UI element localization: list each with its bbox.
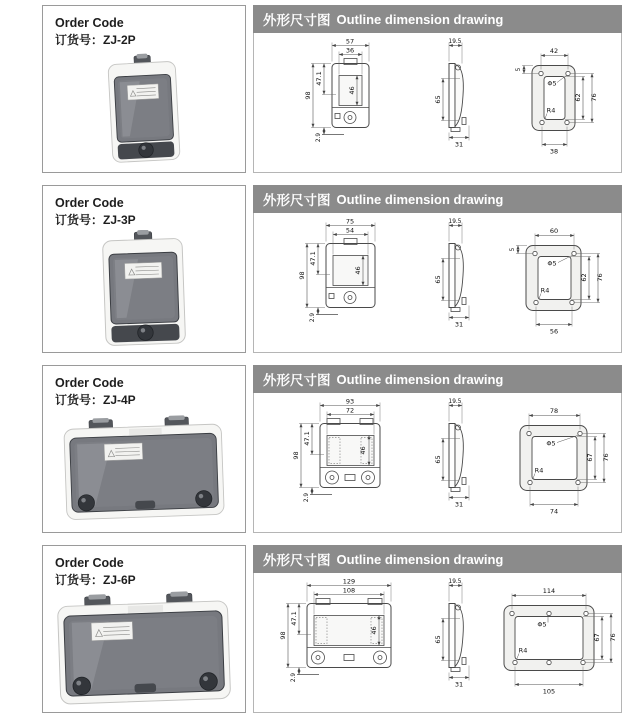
outline-drawing-header bbox=[253, 185, 622, 213]
dim-label: 19.5 bbox=[448, 399, 462, 405]
side-view-drawing bbox=[434, 39, 469, 149]
catalog-row-zj-4p bbox=[42, 365, 625, 533]
dimension-panel bbox=[253, 545, 622, 713]
dim-label: 98 bbox=[279, 631, 287, 640]
header-en: Outline dimension drawing bbox=[336, 11, 504, 27]
dim-label: 19.5 bbox=[448, 39, 462, 45]
header-en: Outline dimension drawing bbox=[336, 371, 504, 387]
dim-label: 76 bbox=[609, 633, 617, 642]
dim-label: 72 bbox=[345, 406, 355, 415]
dim-label: 19.5 bbox=[448, 219, 462, 225]
dim-label: 2.9 bbox=[316, 132, 322, 143]
dimension-drawing-area bbox=[253, 213, 622, 353]
header-zh: 外形尺寸图 bbox=[263, 193, 331, 208]
corner-radius-label: R4 bbox=[534, 466, 544, 475]
order-code-value: 订货号：ZJ-6P bbox=[55, 573, 136, 588]
dim-label: 38 bbox=[549, 147, 559, 156]
cutout-view-drawing bbox=[520, 407, 610, 516]
dim-label: 46 bbox=[354, 266, 362, 275]
front-view-drawing bbox=[304, 38, 369, 143]
dim-label: 98 bbox=[298, 271, 306, 280]
dim-label: 47.1 bbox=[309, 251, 317, 266]
product-illustration-portrait bbox=[89, 230, 199, 352]
dim-label: 93 bbox=[345, 397, 355, 406]
dim-label: 31 bbox=[454, 140, 464, 149]
dim-label: 57 bbox=[345, 37, 355, 46]
dim-label: 5 bbox=[510, 247, 516, 252]
dim-label: 129 bbox=[342, 577, 356, 586]
dim-label: 2.9 bbox=[304, 492, 310, 503]
product-photo bbox=[43, 50, 245, 172]
dim-label: 108 bbox=[342, 586, 356, 595]
dimension-panel bbox=[253, 5, 622, 173]
order-code-value: 订货号：ZJ-4P bbox=[55, 393, 136, 408]
product-illustration-landscape bbox=[58, 414, 230, 527]
dim-label: 47.1 bbox=[290, 611, 298, 626]
dim-label: 62 bbox=[580, 273, 588, 282]
side-view-drawing bbox=[434, 579, 469, 689]
dim-label: 31 bbox=[454, 320, 464, 329]
dim-label: 67 bbox=[593, 633, 601, 642]
product-illustration-landscape bbox=[51, 590, 237, 712]
dim-label: 46 bbox=[359, 446, 367, 455]
dimension-panel bbox=[253, 185, 622, 353]
header-en: Outline dimension drawing bbox=[336, 191, 504, 207]
cutout-view-drawing bbox=[504, 587, 617, 696]
dim-label: 31 bbox=[454, 500, 464, 509]
outline-drawing-header bbox=[253, 545, 622, 573]
product-photo bbox=[43, 410, 245, 532]
outline-drawing-header bbox=[253, 365, 622, 393]
dim-label: 75 bbox=[345, 217, 355, 226]
dim-label: 31 bbox=[454, 680, 464, 689]
order-code-label: Order Code bbox=[55, 376, 124, 390]
dim-label: 76 bbox=[590, 93, 598, 102]
dim-label: 2.9 bbox=[310, 312, 316, 323]
dim-label: 47.1 bbox=[303, 431, 311, 446]
dim-label: 56 bbox=[549, 327, 559, 336]
hole-diameter-label: Φ5 bbox=[547, 79, 557, 88]
header-en: Outline dimension drawing bbox=[336, 551, 504, 567]
dim-label: 65 bbox=[434, 635, 442, 644]
dim-label: 36 bbox=[345, 46, 355, 55]
dimension-drawing bbox=[254, 393, 621, 532]
dim-label: 98 bbox=[292, 451, 300, 460]
order-code-panel bbox=[42, 545, 246, 713]
dim-label: 105 bbox=[542, 687, 556, 696]
dim-label: 46 bbox=[370, 626, 378, 635]
dim-label: 76 bbox=[596, 273, 604, 282]
header-zh: 外形尺寸图 bbox=[263, 13, 331, 28]
dimension-drawing bbox=[254, 33, 621, 172]
header-zh: 外形尺寸图 bbox=[263, 553, 331, 568]
hole-diameter-label: Φ5 bbox=[546, 439, 556, 448]
dimension-drawing-area bbox=[253, 33, 622, 173]
order-code-label: Order Code bbox=[55, 556, 124, 570]
dim-label: 42 bbox=[549, 47, 559, 55]
dim-label: 47.1 bbox=[315, 71, 323, 86]
catalog-row-zj-2p bbox=[42, 5, 625, 173]
dim-label: 65 bbox=[434, 275, 442, 284]
order-code-label: Order Code bbox=[55, 16, 124, 30]
dim-label: 65 bbox=[434, 95, 442, 104]
order-code-panel bbox=[42, 5, 246, 173]
hole-diameter-label: Φ5 bbox=[537, 620, 547, 629]
order-code-panel bbox=[42, 365, 246, 533]
dim-label: 76 bbox=[602, 453, 610, 462]
dim-label: 98 bbox=[304, 91, 312, 100]
dim-label: 114 bbox=[542, 587, 556, 595]
hole-diameter-label: Φ5 bbox=[547, 259, 557, 268]
order-code-value: 订货号：ZJ-3P bbox=[55, 213, 136, 228]
header-zh: 外形尺寸图 bbox=[263, 373, 331, 388]
dimension-panel bbox=[253, 365, 622, 533]
dimension-drawing bbox=[254, 573, 621, 712]
front-view-drawing bbox=[298, 218, 375, 323]
dim-label: 19.5 bbox=[448, 579, 462, 585]
dim-label: 62 bbox=[574, 93, 582, 102]
catalog-row-zj-3p bbox=[42, 185, 625, 353]
dim-label: 78 bbox=[549, 407, 559, 415]
dim-label: 54 bbox=[345, 226, 355, 235]
cutout-view-drawing bbox=[510, 227, 604, 336]
corner-radius-label: R4 bbox=[540, 286, 550, 295]
product-photo bbox=[43, 230, 245, 352]
dim-label: 74 bbox=[549, 507, 559, 516]
front-view-drawing bbox=[292, 398, 380, 503]
dim-label: 60 bbox=[549, 227, 559, 235]
dim-label: 65 bbox=[434, 455, 442, 464]
dimension-drawing-area bbox=[253, 393, 622, 533]
cutout-view-drawing bbox=[516, 47, 598, 156]
product-photo bbox=[43, 590, 245, 712]
corner-radius-label: R4 bbox=[546, 106, 556, 115]
dimension-drawing-area bbox=[253, 573, 622, 713]
order-code-label: Order Code bbox=[55, 196, 124, 210]
dim-label: 2.9 bbox=[291, 672, 297, 683]
corner-radius-label: R4 bbox=[518, 646, 528, 655]
side-view-drawing bbox=[434, 219, 469, 329]
dim-label: 46 bbox=[348, 86, 356, 95]
front-view-drawing bbox=[279, 578, 391, 683]
outline-drawing-header bbox=[253, 5, 622, 33]
dim-label: 67 bbox=[586, 453, 594, 462]
order-code-panel bbox=[42, 185, 246, 353]
dim-label: 5 bbox=[516, 67, 522, 72]
dimension-drawing bbox=[254, 213, 621, 352]
order-code-value: 订货号：ZJ-2P bbox=[55, 33, 136, 48]
product-illustration-portrait bbox=[94, 52, 194, 170]
catalog-row-zj-6p bbox=[42, 545, 625, 713]
side-view-drawing bbox=[434, 399, 469, 509]
